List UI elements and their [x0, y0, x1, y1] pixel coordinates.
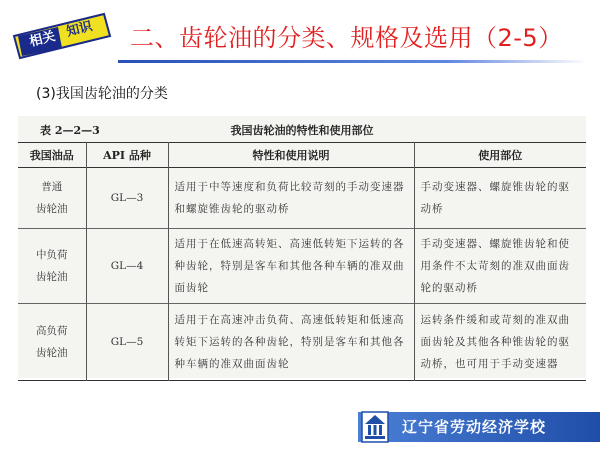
oil-line-1: 高负荷	[36, 325, 68, 337]
title-underline	[118, 60, 588, 63]
cell-oil	[18, 229, 86, 304]
header-api: API 品种	[86, 143, 168, 168]
table-title: 我国齿轮油的特性和使用部位	[230, 124, 374, 137]
cell-use: 手动变速器、螺旋锥齿轮的驱动桥	[414, 168, 586, 229]
cell-api: GL—4	[86, 229, 168, 304]
header-oil: 我国油品	[18, 143, 86, 168]
table-figure	[18, 116, 586, 378]
school-name: 辽宁省劳动经济学校	[402, 418, 547, 436]
table-row	[18, 168, 586, 229]
oil-line-2: 齿轮油	[36, 203, 68, 215]
header-use: 使用部位	[414, 143, 586, 168]
related-knowledge-badge	[10, 6, 112, 62]
header-desc: 特性和使用说明	[168, 143, 414, 168]
page-title: 二、齿轮油的分类、规格及选用（2-5）	[130, 24, 563, 52]
cell-desc: 适用于在高速冲击负荷、高速低转矩和低速高转矩下运转的各种齿轮，特别是客车和其他各种车辆的准双曲面齿轮	[168, 304, 414, 381]
oil-line-1: 中负荷	[36, 249, 68, 261]
cell-api: GL—5	[86, 304, 168, 381]
badge-icon	[10, 6, 112, 62]
cell-oil	[18, 168, 86, 229]
oil-line-2: 齿轮油	[36, 347, 68, 359]
oil-line-1: 普通	[41, 181, 63, 193]
cell-use: 手动变速器、螺旋锥齿轮和使用条件不太苛刻的准双曲面齿轮的驱动桥	[414, 229, 586, 304]
cell-desc: 适用于在低速高转矩、高速低转矩下运转的各种齿轮，特别是客车和其他各种车辆的准双曲面齿轮	[168, 229, 414, 304]
oil-line-2: 齿轮油	[36, 271, 68, 283]
school-logo-icon	[360, 410, 390, 444]
table-row	[18, 229, 586, 304]
table-header-row	[18, 143, 586, 168]
table-row	[18, 304, 586, 381]
badge-word-1: 相关	[28, 29, 57, 50]
cell-desc: 适用于中等速度和负荷比较苛刻的手动变速器和螺旋锥齿轮的驱动桥	[168, 168, 414, 229]
section-subtitle: (3)我国齿轮油的分类	[36, 86, 168, 102]
cell-api: GL—3	[86, 168, 168, 229]
table-caption	[18, 120, 586, 140]
cell-oil	[18, 304, 86, 381]
gear-oil-table	[18, 142, 586, 381]
badge-word-2: 知识	[65, 19, 94, 40]
table-number: 表 2—2—3	[40, 124, 100, 137]
cell-use: 运转条件缓和或苛刻的准双曲面齿轮及其他各种锥齿轮的驱动桥，也可用于手动变速器	[414, 304, 586, 381]
